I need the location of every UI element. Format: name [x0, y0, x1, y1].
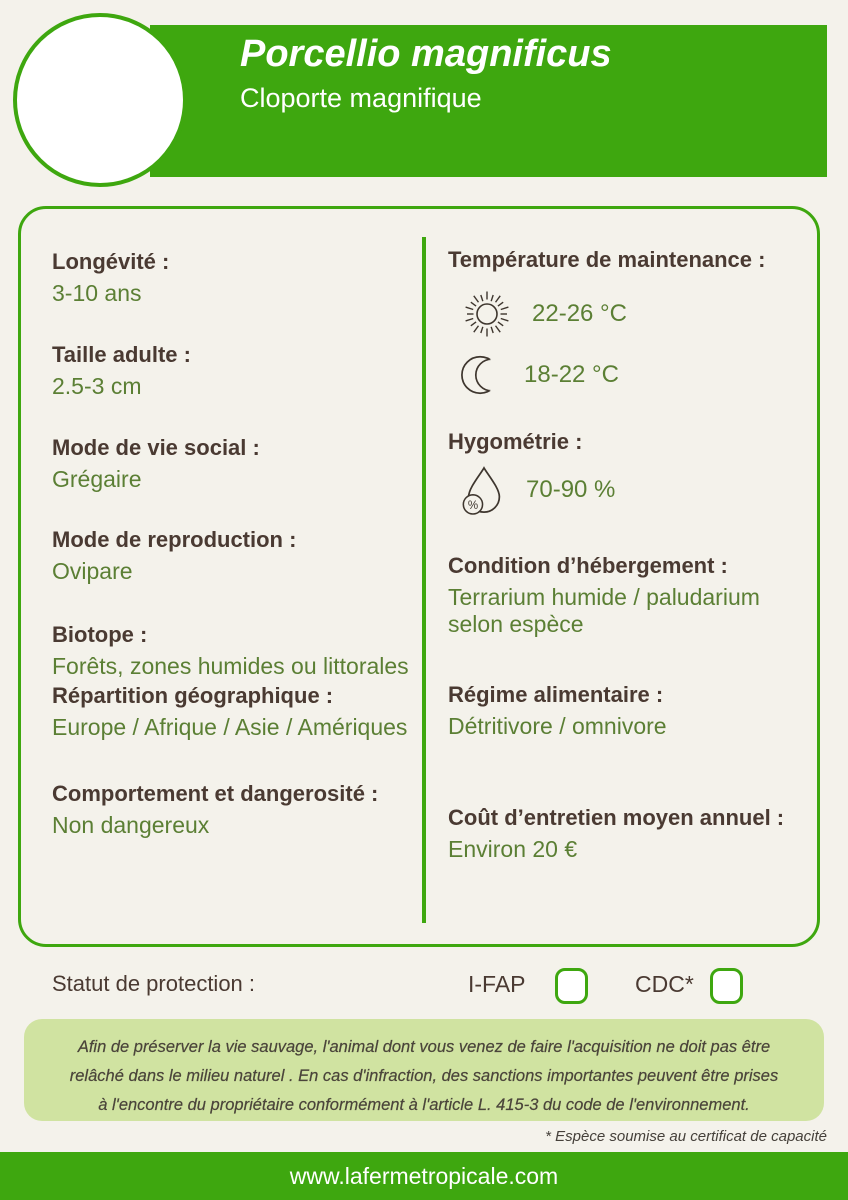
- header-banner: [150, 25, 827, 177]
- info-label: Comportement et dangerosité :: [52, 781, 379, 806]
- info-value: Grégaire: [52, 466, 142, 492]
- night-temperature-row: [460, 351, 818, 399]
- info-block-annual-cost: [448, 803, 818, 863]
- night-temperature-value: 18-22 °C: [524, 361, 619, 388]
- info-block-social-mode: [52, 433, 418, 493]
- temperature-label: Température de maintenance :: [448, 247, 766, 272]
- info-value: Forêts, zones humides ou littorales: [52, 653, 409, 679]
- info-block-behaviour: [52, 779, 418, 839]
- info-label: Condition d’hébergement :: [448, 553, 728, 578]
- info-label: Mode de reproduction :: [52, 527, 297, 552]
- cdc-checkbox[interactable]: [710, 968, 743, 1004]
- info-label: Biotope :: [52, 622, 148, 647]
- protection-status-row: [0, 958, 848, 1010]
- footer-banner: [0, 1152, 848, 1200]
- info-label: Mode de vie social :: [52, 435, 260, 460]
- legal-notice-box: [24, 1019, 824, 1121]
- ifap-label: I-FAP: [468, 971, 526, 997]
- info-value: Non dangereux: [52, 812, 210, 838]
- humidity-icon: [460, 465, 508, 515]
- info-label: Taille adulte :: [52, 342, 191, 367]
- sun-icon: [460, 287, 514, 341]
- legal-notice-line: à l'encontre du propriétaire conformément à l'article L. 415-3 du code de l'environnement.: [98, 1096, 750, 1114]
- info-block-longevity: [52, 247, 418, 307]
- info-label: Longévité :: [52, 249, 170, 274]
- info-block-reproduction: [52, 525, 418, 585]
- cdc-label: CDC*: [635, 971, 694, 997]
- info-label: Régime alimentaire :: [448, 682, 664, 707]
- info-block-housing: [448, 551, 818, 638]
- legal-notice-line: relâché dans le milieu naturel . En cas d'infraction, des sanctions importantes peuvent être prises: [69, 1067, 779, 1085]
- day-temperature-value: 22-26 °C: [532, 300, 627, 327]
- info-block-biotope: [52, 620, 418, 680]
- column-divider: [422, 237, 426, 923]
- website-url: www.lafermetropicale.com: [289, 1163, 559, 1189]
- hygrometry-row: [460, 465, 818, 515]
- left-column: [52, 247, 418, 839]
- logo-placeholder: [13, 13, 187, 187]
- capacity-certificate-footnote: * Espèce soumise au certificat de capacité: [545, 1128, 827, 1145]
- info-value: 3-10 ans: [52, 280, 142, 306]
- moon-icon: [460, 352, 506, 398]
- info-value: 2.5-3 cm: [52, 373, 142, 399]
- species-common-name: Cloporte magnifique: [240, 83, 482, 113]
- info-value: Environ 20 €: [448, 836, 578, 862]
- hygrometry-label: Hygométrie :: [448, 429, 583, 454]
- info-block-diet: [448, 680, 818, 740]
- info-block-adult-size: [52, 340, 418, 400]
- legal-notice-line: Afin de préserver la vie sauvage, l'animal dont vous venez de faire l'acquisition ne doit pas être: [77, 1038, 771, 1056]
- percent-glyph: %: [467, 499, 479, 512]
- day-temperature-row: [460, 287, 818, 341]
- species-latin-name: Porcellio magnificus: [240, 33, 612, 75]
- info-value: Terrarium humide / paludarium selon espèce: [448, 584, 760, 637]
- hygrometry-value: 70-90 %: [526, 476, 616, 503]
- info-value: Ovipare: [52, 558, 133, 584]
- info-block-geographic-range: [52, 681, 418, 741]
- info-label: Répartition géographique :: [52, 683, 334, 708]
- info-value: Détritivore / omnivore: [448, 713, 667, 739]
- info-value: Europe / Afrique / Asie / Amériques: [52, 714, 408, 740]
- protection-label: Statut de protection :: [52, 971, 256, 996]
- info-label: Coût d’entretien moyen annuel :: [448, 805, 785, 830]
- ifap-checkbox[interactable]: [555, 968, 588, 1004]
- right-column: [448, 245, 818, 863]
